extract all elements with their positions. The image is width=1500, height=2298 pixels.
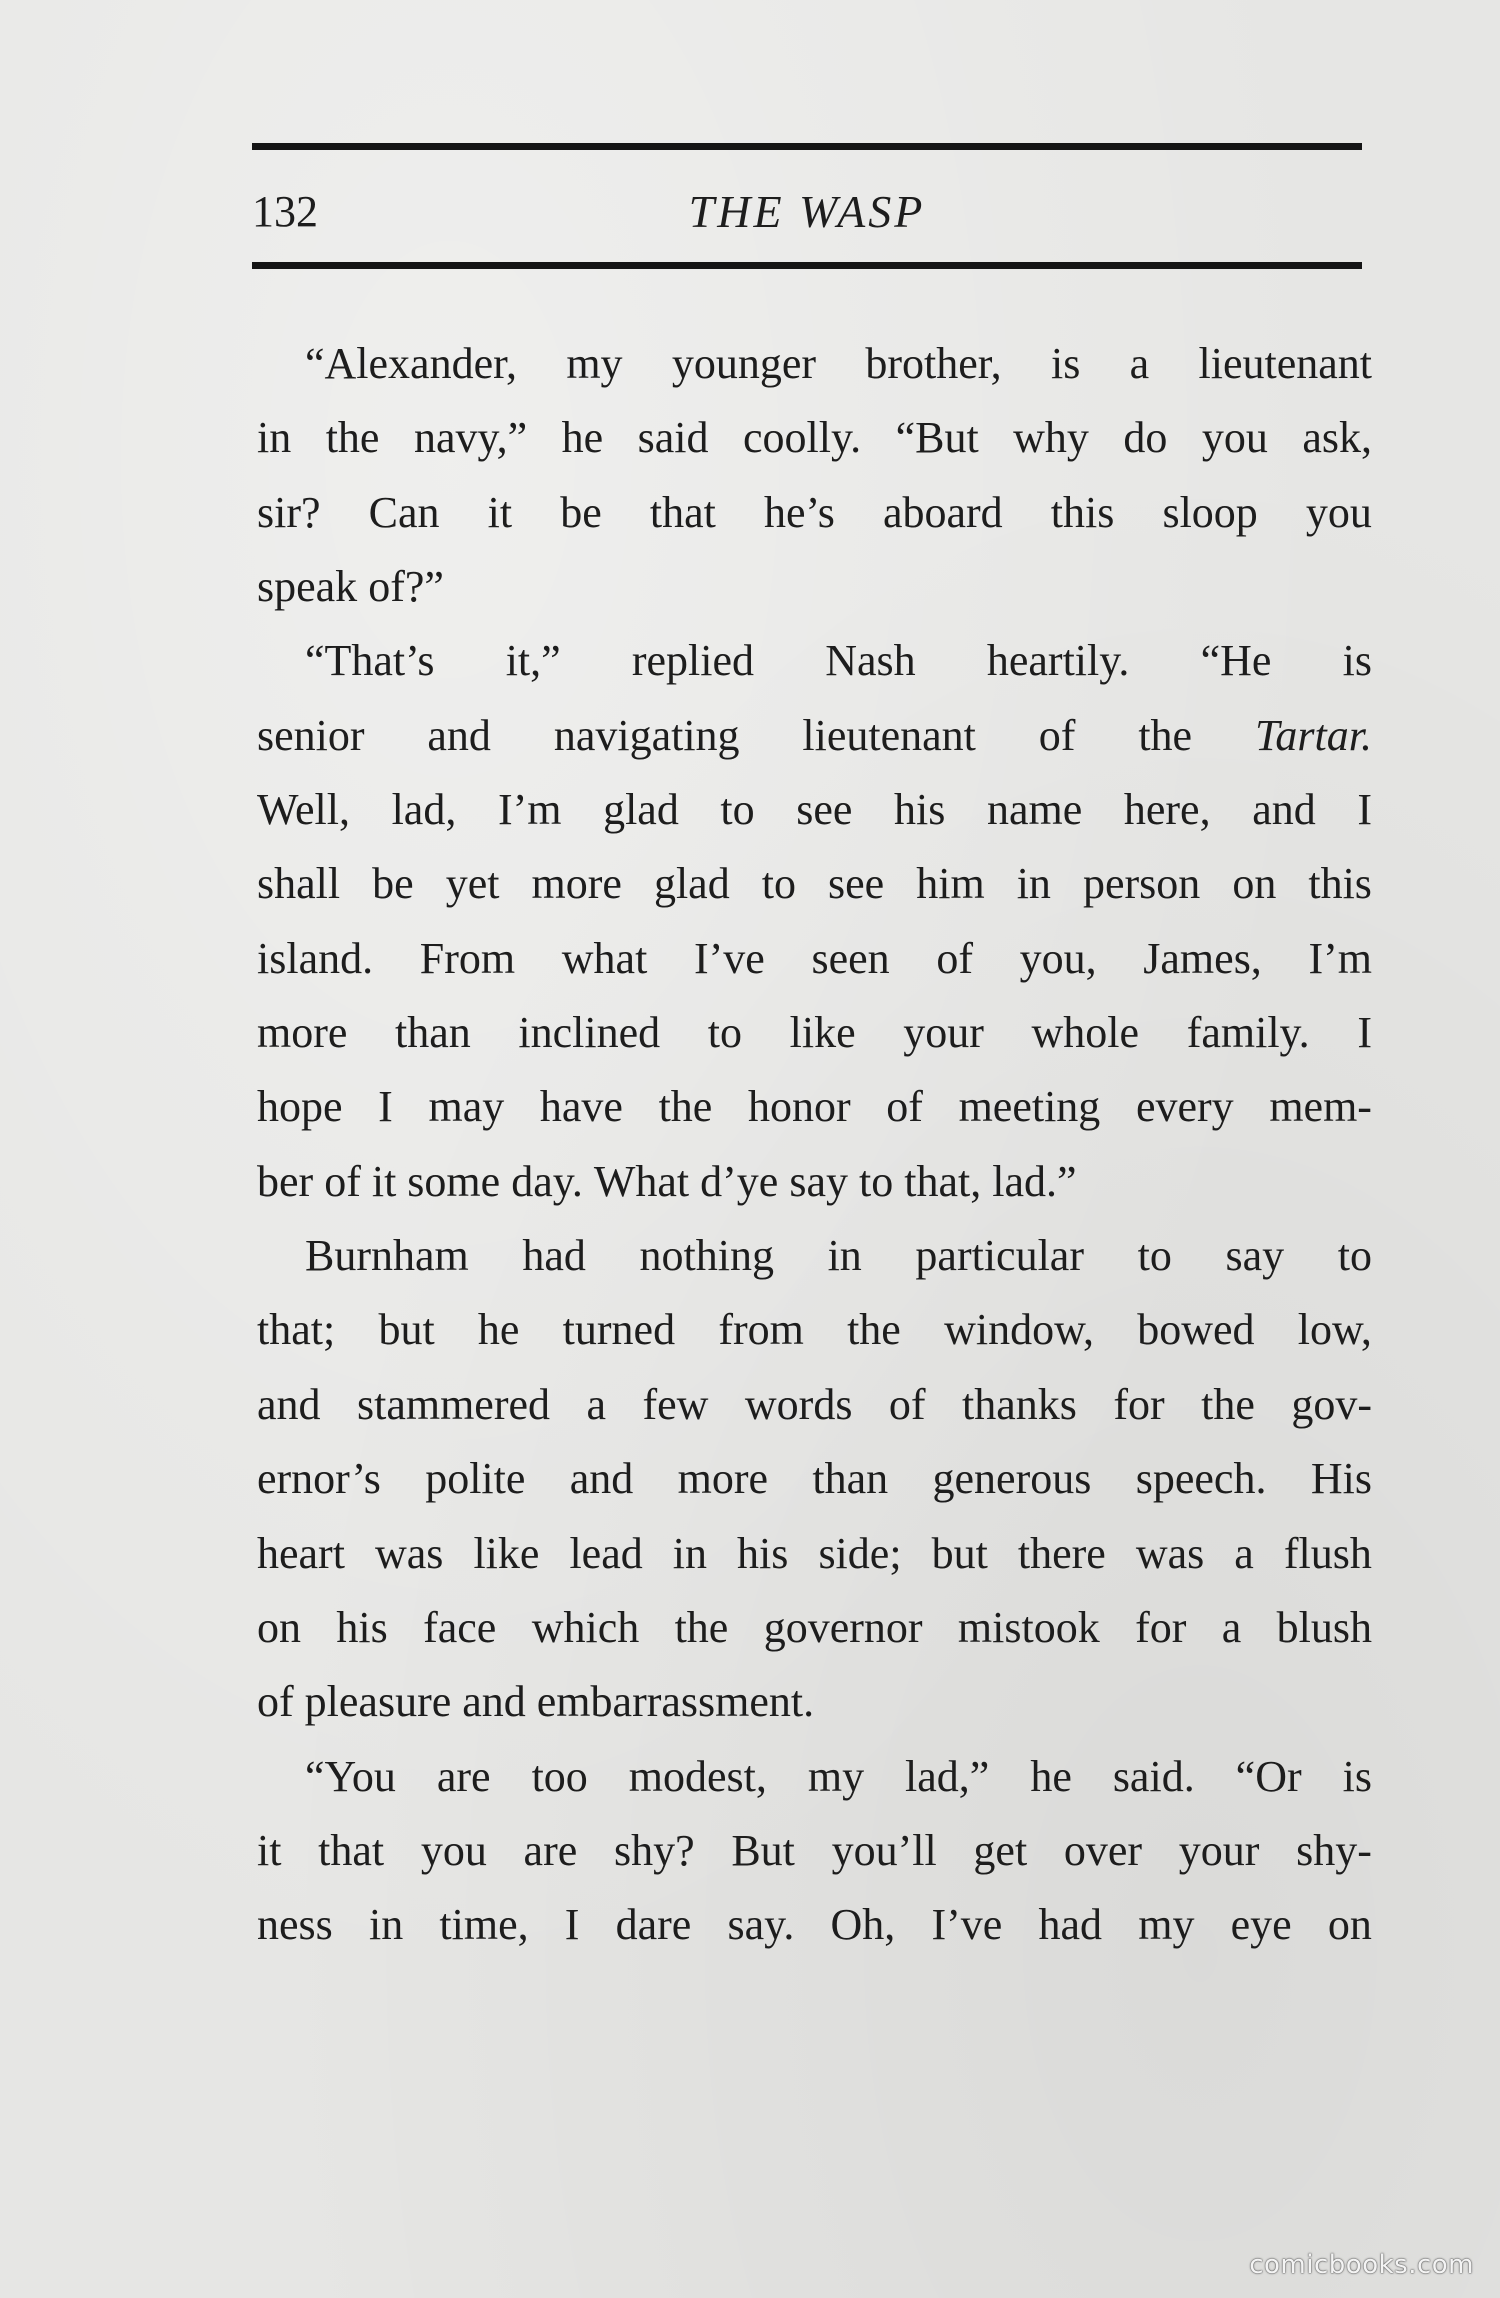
word: “That’s (305, 636, 435, 686)
word: I’ve (931, 1900, 1003, 1950)
word: like (473, 1528, 540, 1578)
body-text (257, 327, 1372, 1963)
word: sloop (1162, 487, 1258, 537)
word: side; (818, 1528, 902, 1578)
word: navigating (553, 710, 740, 760)
word: seen (811, 933, 890, 983)
word: your (903, 1008, 984, 1058)
word: senior (257, 710, 365, 760)
word: brother, (865, 339, 1002, 388)
word: speech. (1135, 1454, 1267, 1504)
word: in (672, 1528, 708, 1578)
word: ness (257, 1900, 333, 1950)
word: ask, (1302, 413, 1372, 463)
word: he (1030, 1751, 1072, 1801)
text-line (257, 327, 1372, 401)
word: may (428, 1082, 505, 1132)
word: blush (1276, 1602, 1372, 1652)
word: than (395, 1008, 471, 1058)
word: “Alexander, (305, 339, 518, 388)
word: had (1038, 1900, 1103, 1950)
text-line (257, 1293, 1372, 1367)
word: the (658, 1082, 713, 1132)
word: coolly. (742, 413, 862, 463)
word: than (812, 1454, 889, 1504)
word: it,” (505, 636, 561, 686)
header-bottom-rule (252, 262, 1362, 269)
word: you (1305, 487, 1372, 537)
word: of (324, 1156, 361, 1206)
word: time, (439, 1900, 529, 1950)
word: yet (445, 859, 500, 909)
word: aboard (882, 487, 1003, 537)
word: of (257, 1677, 294, 1727)
text-line (257, 773, 1372, 847)
word: honor (747, 1082, 851, 1132)
word: his (737, 1528, 789, 1578)
word: the (1138, 710, 1193, 760)
word: and (427, 710, 491, 760)
word: and (569, 1454, 634, 1504)
word: lad, (391, 785, 457, 835)
word: this (1308, 859, 1372, 909)
word: name (986, 785, 1083, 835)
word: are (523, 1825, 578, 1875)
word: his (336, 1602, 388, 1652)
word: sir? (257, 487, 321, 537)
word: your (1178, 1825, 1260, 1875)
word: a (1221, 1602, 1242, 1652)
word: His (1310, 1454, 1372, 1504)
word: stammered (356, 1379, 551, 1429)
word: speak (257, 562, 358, 612)
word: the (325, 413, 380, 463)
word: that; (257, 1305, 336, 1355)
word: on (1232, 859, 1277, 909)
text-line (257, 476, 1372, 550)
word: my (807, 1751, 865, 1801)
word: why (1013, 413, 1089, 463)
word: see (828, 859, 885, 909)
word: and (257, 1379, 321, 1429)
text-line (257, 1219, 1372, 1293)
text-line (257, 1888, 1372, 1962)
word: a (1129, 339, 1150, 388)
watermark: comicbooks.com (1249, 2250, 1474, 2280)
word: more (531, 859, 622, 909)
word: d’ye (700, 1156, 779, 1206)
word: he (477, 1305, 520, 1355)
word: to (761, 859, 796, 909)
word: meeting (958, 1082, 1101, 1132)
word: lieutenant (1198, 339, 1372, 388)
word: younger (671, 339, 817, 388)
word: of (936, 933, 973, 983)
word: whole (1031, 1008, 1140, 1058)
word: lead (569, 1528, 643, 1578)
word: ernor’s (257, 1454, 381, 1504)
text-line (257, 1070, 1372, 1144)
word: to (1137, 1231, 1172, 1281)
word: that (318, 1825, 385, 1875)
word: polite (425, 1454, 526, 1504)
word: of?” (368, 562, 444, 612)
word: to (1337, 1231, 1372, 1281)
word: inclined (518, 1008, 661, 1058)
word: the (674, 1602, 729, 1652)
text-line (257, 996, 1372, 1070)
text-line (257, 1665, 1372, 1739)
word: more (257, 1008, 348, 1058)
word: I (378, 1082, 393, 1132)
word: is (1050, 339, 1081, 388)
word: modest, (628, 1751, 767, 1801)
word: was (1135, 1528, 1205, 1578)
word: say. (727, 1900, 795, 1950)
word: Burnham (305, 1231, 469, 1281)
word: it (371, 1156, 397, 1206)
word: say (789, 1156, 848, 1206)
word: pleasure (304, 1677, 452, 1727)
word: lad.” (992, 1156, 1077, 1206)
word: you (1201, 413, 1268, 463)
word: I (564, 1900, 580, 1950)
word: glad (653, 859, 730, 909)
word: do (1123, 413, 1168, 463)
word: and (1252, 785, 1316, 835)
word: lieutenant (802, 710, 976, 760)
word: but (378, 1305, 435, 1355)
word: Oh, (830, 1900, 896, 1950)
word: shall (257, 859, 341, 909)
word: more (677, 1454, 769, 1504)
running-head (252, 182, 1362, 242)
word: have (539, 1082, 623, 1132)
word: every (1135, 1082, 1234, 1132)
word: there (1017, 1528, 1106, 1578)
word: navy,” (413, 413, 528, 463)
word: that (649, 487, 716, 537)
word: “Or (1235, 1751, 1302, 1801)
word: on (1327, 1900, 1372, 1950)
word: heart (257, 1528, 345, 1578)
word: to (707, 1008, 743, 1058)
page-number: 132 (252, 187, 318, 236)
word: person (1082, 859, 1201, 909)
word: is (1342, 1751, 1372, 1801)
word: low, (1297, 1305, 1372, 1355)
word: I’m (497, 785, 562, 835)
header-top-rule (252, 143, 1362, 150)
word: From (419, 933, 516, 983)
word: are (436, 1751, 491, 1801)
word: for (1135, 1602, 1187, 1652)
word: gov- (1291, 1379, 1372, 1429)
word: he (561, 413, 604, 463)
word: eye (1230, 1900, 1292, 1950)
word: in (368, 1900, 404, 1950)
word: face (423, 1602, 497, 1652)
word: Can (368, 487, 440, 537)
word: you (420, 1825, 487, 1875)
word: I (1357, 1008, 1372, 1058)
word: for (1113, 1379, 1165, 1429)
word: turned (562, 1305, 676, 1355)
text-line (257, 847, 1372, 921)
word: here, (1123, 785, 1211, 835)
word: my (566, 339, 623, 388)
text-line (257, 699, 1372, 773)
word: I’ve (693, 933, 765, 983)
word: generous (932, 1454, 1092, 1504)
word: say (1225, 1231, 1285, 1281)
word: shy? (613, 1825, 695, 1875)
word: replied (631, 636, 755, 686)
text-line (257, 1591, 1372, 1665)
word: you, (1019, 933, 1097, 983)
word: of (1038, 710, 1076, 760)
word: on (257, 1602, 301, 1652)
word: what (561, 933, 648, 983)
word: in (827, 1231, 862, 1281)
word: island. (257, 933, 374, 983)
word: some (407, 1156, 501, 1206)
word: James, (1143, 933, 1262, 983)
word: shy- (1296, 1825, 1372, 1875)
word: to (859, 1156, 894, 1206)
word: Well, (257, 785, 350, 835)
word: heartily. (986, 636, 1130, 686)
text-line (257, 1368, 1372, 1442)
word: the (847, 1305, 901, 1355)
word: you’ll (831, 1825, 937, 1875)
word: thanks (962, 1379, 1077, 1429)
word: Tartar. (1254, 710, 1372, 760)
word: get (973, 1825, 1028, 1875)
word: few (642, 1379, 709, 1429)
text-line (257, 1145, 1372, 1219)
word: ber (257, 1156, 314, 1206)
word: mistook (957, 1602, 1100, 1652)
word: in (257, 413, 292, 463)
word: “You (305, 1751, 396, 1801)
word: over (1063, 1825, 1143, 1875)
word: But (731, 1825, 795, 1875)
word: a (586, 1379, 607, 1429)
text-line (257, 624, 1372, 698)
word: I’m (1308, 933, 1372, 983)
word: said. (1112, 1751, 1195, 1801)
text-line (257, 1814, 1372, 1888)
word: was (374, 1528, 444, 1578)
word: to (720, 785, 755, 835)
word: from (718, 1305, 804, 1355)
word: words (744, 1379, 853, 1429)
word: glad (603, 785, 679, 835)
text-line (257, 1740, 1372, 1814)
word: a (1234, 1528, 1254, 1578)
word: had (522, 1231, 586, 1281)
word: nothing (639, 1231, 774, 1281)
word: I (1357, 785, 1372, 835)
word: like (789, 1008, 856, 1058)
word: he’s (763, 487, 835, 537)
word: lad,” (905, 1751, 990, 1801)
word: be (372, 859, 414, 909)
word: the (1201, 1379, 1255, 1429)
word: that, (904, 1156, 982, 1206)
word: which (531, 1602, 640, 1652)
word: What (593, 1156, 690, 1206)
word: window, (944, 1305, 1094, 1355)
word: particular (915, 1231, 1084, 1281)
word: “He (1200, 636, 1272, 686)
word: hope (257, 1082, 343, 1132)
word: dare (615, 1900, 692, 1950)
word: but (931, 1528, 988, 1578)
text-line (257, 401, 1372, 475)
text-line (257, 922, 1372, 996)
word: flush (1283, 1528, 1372, 1578)
word: “But (895, 413, 979, 463)
text-line (257, 550, 1372, 624)
word: said (637, 413, 709, 463)
word: it (487, 487, 513, 537)
word: and (462, 1677, 526, 1727)
word: this (1050, 487, 1115, 537)
word: mem- (1269, 1082, 1372, 1132)
word: bowed (1137, 1305, 1255, 1355)
word: family. (1186, 1008, 1310, 1058)
word: Nash (825, 636, 916, 686)
word: is (1342, 636, 1372, 686)
word: be (560, 487, 602, 537)
text-line (257, 1442, 1372, 1516)
word: embarrassment. (536, 1677, 815, 1727)
word: it (257, 1825, 282, 1875)
word: see (796, 785, 853, 835)
word: my (1138, 1900, 1195, 1950)
word: of (888, 1379, 926, 1429)
word: day. (511, 1156, 583, 1206)
word: of (886, 1082, 923, 1132)
word: him (916, 859, 985, 909)
word: governor (763, 1602, 923, 1652)
text-line (257, 1517, 1372, 1591)
word: too (531, 1751, 588, 1801)
word: his (894, 785, 946, 835)
book-title: THE WASP (688, 186, 926, 237)
word: in (1016, 859, 1051, 909)
